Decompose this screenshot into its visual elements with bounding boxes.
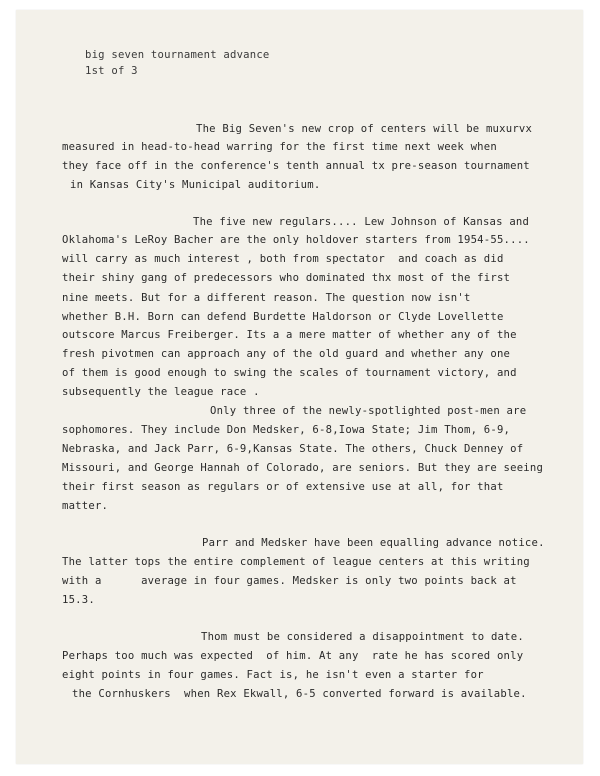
body-line-21: Parr and Medsker have been equalling advance notice. — [202, 537, 545, 549]
body-line-28: the Cornhuskers when Rex Ekwall, 6-5 converted forward is available. — [72, 688, 527, 700]
body-line-11: outscore Marcus Freiberger. Its a a mere matter of whether any of the — [62, 329, 517, 341]
body-line-10: whether B.H. Born can defend Burdette Haldorson or Clyde Lovellette — [62, 311, 504, 323]
body-line-25: Thom must be considered a disappointment to date. — [201, 631, 524, 643]
body-line-2: measured in head-to-head warring for the first time next week when — [62, 141, 497, 153]
typed-text-block — [16, 10, 583, 764]
body-line-23: with a average in four games. Medsker is only two points back at — [62, 575, 517, 587]
typewritten-page — [16, 10, 583, 764]
body-line-5: The five new regulars.... Lew Johnson of Kansas and — [193, 216, 530, 228]
body-line-6: Oklahoma's LeRoy Bacher are the only holdover starters from 1954-55.... — [62, 234, 530, 246]
body-line-14: subsequently the league race . — [62, 386, 260, 398]
body-line-3: they face off in the conference's tenth annual tx pre-season tournament — [62, 160, 530, 172]
body-line-18: Missouri, and George Hannah of Colorado, are seniors. But they are seeing — [62, 462, 544, 474]
body-line-27: eight points in four games. Fact is, he isn't even a starter for — [62, 669, 484, 681]
slug-line-2: 1st of 3 — [85, 65, 138, 77]
body-line-24: 15.3. — [62, 594, 95, 606]
body-line-26: Perhaps too much was expected of him. At any rate he has scored only — [62, 650, 524, 662]
body-line-16: sophomores. They include Don Medsker, 6-8,Iowa State; Jim Thom, 6-9, — [62, 424, 511, 436]
body-line-1: The Big Seven's new crop of centers will be muxurvx — [196, 123, 533, 135]
body-line-4: in Kansas City's Municipal auditorium. — [70, 179, 321, 191]
body-line-8: their shiny gang of predecessors who dominated thx most of the first — [62, 272, 511, 284]
body-line-13: of them is good enough to swing the scales of tournament victory, and — [62, 367, 517, 379]
slug-line-1: big seven tournament advance — [85, 49, 270, 61]
body-line-20: matter. — [62, 500, 109, 512]
body-line-22: The latter tops the entire complement of league centers at this writing — [62, 556, 530, 568]
body-line-15: Only three of the newly-spotlighted post-men are — [210, 405, 527, 417]
body-line-7: will carry as much interest , both from spectator and coach as did — [62, 253, 504, 265]
body-line-9: nine meets. But for a different reason. The question now isn't — [62, 292, 471, 304]
body-line-12: fresh pivotmen can approach any of the old guard and whether any one — [62, 348, 511, 360]
body-line-19: their first season as regulars or of extensive use at all, for that — [62, 481, 504, 493]
body-line-17: Nebraska, and Jack Parr, 6-9,Kansas State. The others, Chuck Denney of — [62, 443, 524, 455]
